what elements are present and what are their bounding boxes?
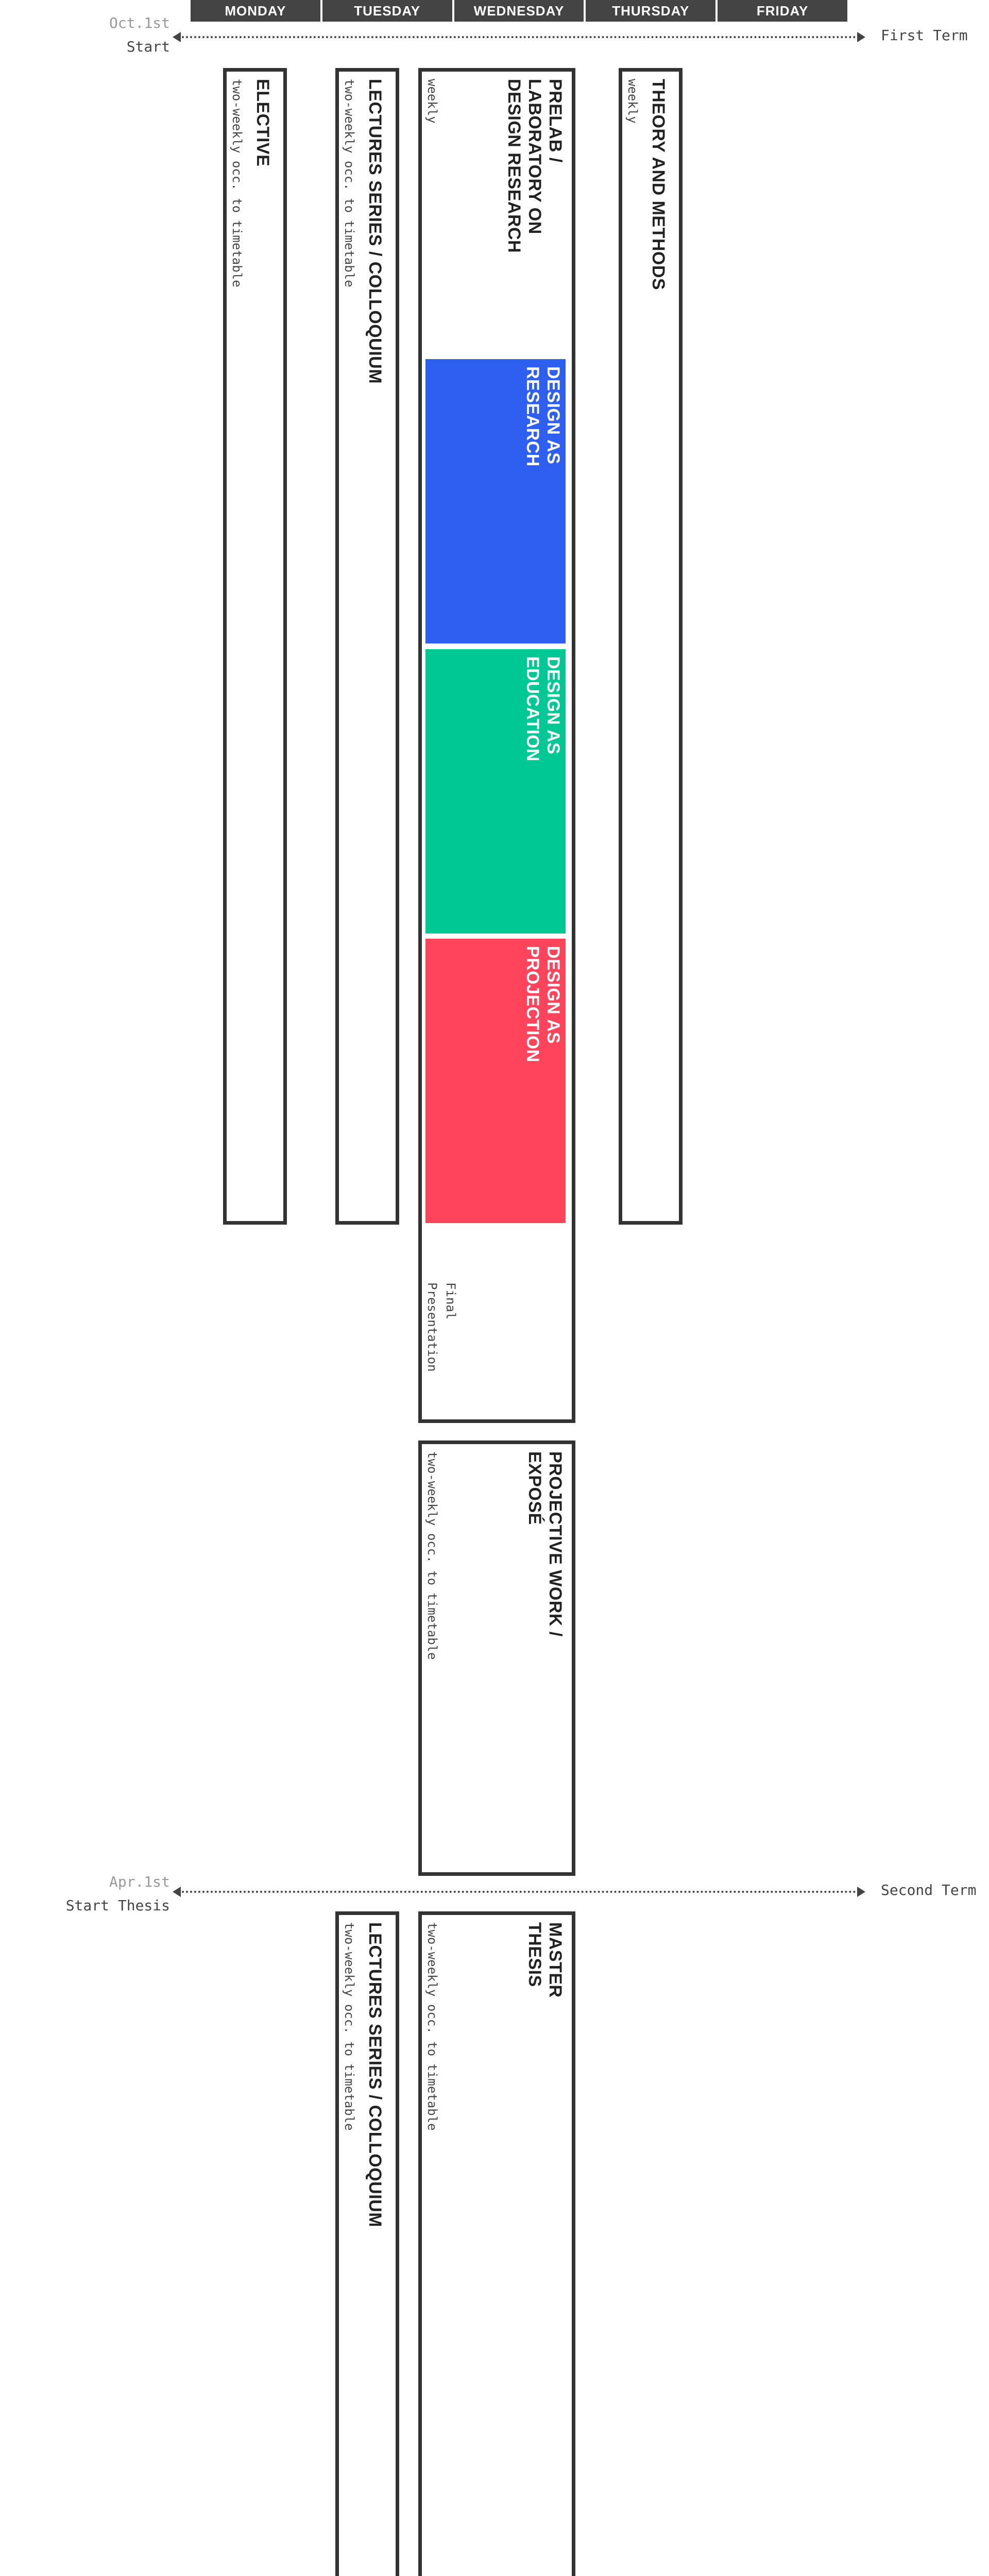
block-education-line-1: DESIGN AS (543, 656, 563, 755)
day-monday: MONDAY (191, 0, 322, 22)
arrow-right-icon (857, 1887, 865, 1897)
timeline-second-term (0, 1873, 989, 1914)
timeline-date: Apr.1st (109, 1873, 170, 1890)
block-education-line-2: EDUCATION (523, 656, 542, 762)
design-as-education-block (425, 649, 566, 934)
design-as-research-block (425, 359, 566, 643)
prelab-sub: weekly (425, 79, 439, 124)
timeline-start-thesis-label (66, 1870, 170, 1918)
lectures-box-term1 (335, 68, 399, 1225)
master-thesis-box (418, 1911, 575, 2576)
projective-title-1: PROJECTIVE WORK / (545, 1451, 565, 1637)
final-presentation-line-2: Presentation (425, 1282, 439, 1372)
projective-title-2: EXPOSÉ (525, 1451, 544, 1525)
weekday-header-top (191, 0, 847, 22)
timeline-date: Oct.1st (109, 14, 170, 31)
timeline-dotted-line (178, 36, 860, 38)
theory-sub: weekly (625, 79, 640, 124)
arrow-right-icon (857, 32, 865, 42)
block-research-line-1: DESIGN AS (543, 366, 563, 465)
timeline-event: Start Thesis (65, 1897, 170, 1914)
timeline-first-term (0, 14, 989, 55)
projective-work-box (418, 1440, 575, 1876)
theory-title: THEORY AND METHODS (649, 79, 668, 291)
elective-box (223, 68, 287, 1225)
block-research-line-2: RESEARCH (523, 366, 542, 467)
timeline-dotted-line (178, 1891, 860, 1893)
day-friday: FRIDAY (756, 3, 809, 19)
block-projection-line-1: DESIGN AS (543, 946, 563, 1044)
day-thursday: THURSDAY (586, 0, 718, 22)
lectures2-sub: two-weekly occ. to timetable (342, 1922, 356, 2131)
prelab-title-1: PRELAB / (545, 79, 565, 163)
block-projection-line-2: PROJECTION (523, 946, 542, 1063)
timeline-term-label: Second Term (881, 1882, 977, 1899)
day-wednesday: WEDNESDAY (454, 0, 586, 22)
timeline-start-label (109, 11, 170, 59)
thesis-title-2: THESIS (525, 1922, 544, 1987)
thesis-title-1: MASTER (545, 1922, 565, 1998)
lectures2-title: LECTURES SERIES / COLLOQUIUM (365, 1922, 385, 2228)
lectures-box-term2 (335, 1911, 399, 2576)
final-presentation-line-1: Final (444, 1282, 458, 1320)
timeline-event: Start (126, 38, 170, 55)
prelab-title-3: DESIGN RESEARCH (504, 79, 524, 253)
lectures-title: LECTURES SERIES / COLLOQUIUM (365, 79, 385, 384)
lectures-sub: two-weekly occ. to timetable (342, 79, 356, 287)
timeline-term-label: First Term (881, 27, 968, 44)
day-tuesday: TUESDAY (322, 0, 454, 22)
elective-title: ELECTIVE (253, 79, 272, 167)
theory-methods-box (619, 68, 683, 1225)
projective-sub: two-weekly occ. to timetable (425, 1451, 439, 1660)
thesis-sub: two-weekly occ. to timetable (425, 1922, 439, 2131)
prelab-title-2: LABORATORY ON (525, 79, 544, 234)
elective-sub: two-weekly occ. to timetable (230, 79, 244, 287)
design-as-projection-block (425, 939, 566, 1223)
